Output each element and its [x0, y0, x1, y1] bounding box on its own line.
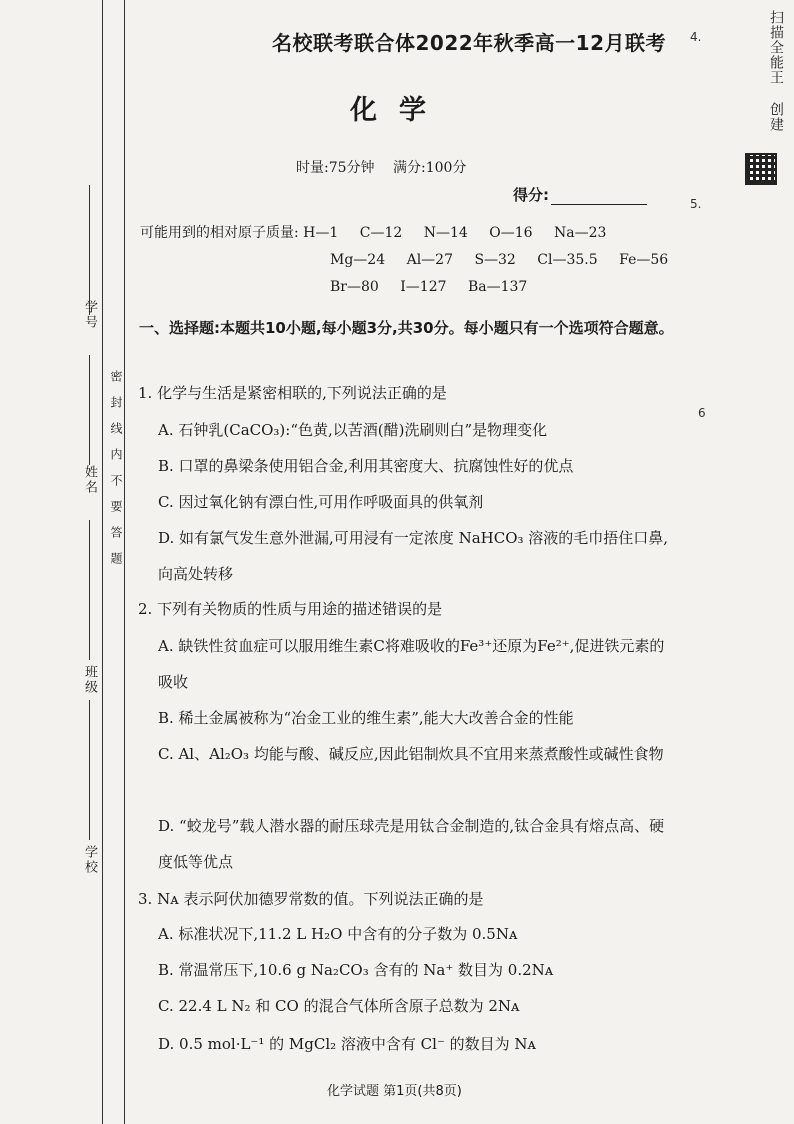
student-name-label: 姓名 [82, 465, 97, 495]
question-2-option-d[interactable]: D. “蛟龙号”载人潜水器的耐压球壳是用钛合金制造的,钛合金具有熔点高、硬度低等优点 [158, 817, 665, 871]
question-1-option-d[interactable]: D. 如有氯气发生意外泄漏,可用浸有一定浓度 NaHCO₃ 溶液的毛巾捂住口鼻,向高处转移 [158, 529, 669, 583]
subject-title: 化学 [350, 95, 448, 126]
qr-code-icon [745, 153, 777, 185]
question-1-option-a[interactable]: A. 石钟乳(CaCO₃):“色黄,以苦酒(醋)洗刷则白”是物理变化 [158, 421, 548, 439]
atomic-row-3 [140, 274, 685, 301]
question-1-option-c[interactable]: C. 因过氧化钠有漂白性,可用作呼吸面具的供氧剂 [158, 493, 484, 511]
atomic-row-1 [140, 220, 685, 247]
question-2-option-c[interactable]: C. Al、Al₂O₃ 均能与酸、碱反应,因此铝制炊具不宜用来蒸煮酸性或碱性食物 [158, 745, 664, 763]
atomic-masses [140, 220, 685, 301]
student-id-line [89, 185, 90, 315]
exam-title: 名校联考联合体2022年秋季高一12月联考 [272, 31, 666, 55]
score-label: 得分: [513, 186, 549, 204]
mass-br: Br—80 [330, 279, 379, 295]
mass-s: S—32 [474, 252, 516, 268]
question-3-option-b[interactable]: B. 常温常压下,10.6 g Na₂CO₃ 含有的 Na⁺ 数目为 0.2Nᴀ [158, 961, 554, 979]
question-2-option-b[interactable]: B. 稀土金属被称为“冶金工业的维生素”,能大大改善合金的性能 [158, 709, 574, 727]
school-label: 学校 [82, 845, 97, 875]
atomic-label: 可能用到的相对原子质量: [140, 225, 299, 241]
section-title: 一、选择题:本题共10小题,每小题3分,共30分。每小题只有一个选项符合题意。 [139, 319, 674, 337]
binding-line-outer [102, 0, 103, 1124]
question-2-option-a[interactable]: A. 缺铁性贫血症可以服用维生素C将难吸收的Fe³⁺还原为Fe²⁺,促进铁元素的吸收 [158, 637, 665, 691]
question-3-option-d[interactable]: D. 0.5 mol·L⁻¹ 的 MgCl₂ 溶液中含有 Cl⁻ 的数目为 Nᴀ [158, 1035, 537, 1053]
page-footer: 化学试题 第1页(共8页) [327, 1084, 462, 1099]
student-name-line [89, 355, 90, 465]
class-label: 班级 [82, 665, 97, 695]
margin-mark-5: 5. [690, 197, 702, 211]
atomic-row-2 [140, 247, 685, 274]
score-blank[interactable] [551, 204, 647, 205]
question-3-option-c[interactable]: C. 22.4 L N₂ 和 CO 的混合气体所含原子总数为 2Nᴀ [158, 997, 520, 1015]
question-3-stem: 3. Nᴀ 表示阿伏加德罗常数的值。下列说法正确的是 [138, 890, 484, 908]
full-score: 满分:100分 [392, 160, 467, 176]
question-1-option-b[interactable]: B. 口罩的鼻梁条使用铝合金,利用其密度大、抗腐蚀性好的优点 [158, 457, 574, 475]
mass-fe: Fe—56 [619, 252, 669, 268]
binding-strip [0, 0, 128, 1124]
mass-cl: Cl—35.5 [537, 252, 598, 268]
score-field[interactable] [513, 184, 647, 205]
seal-notice: 密封线内不要答题 [109, 370, 123, 578]
mass-ba: Ba—137 [467, 279, 528, 295]
time-limit: 时量:75分钟 [296, 160, 375, 176]
margin-mark-6: 6 [698, 406, 706, 420]
mass-i: I—127 [400, 279, 447, 295]
school-line [89, 700, 90, 840]
mass-c: C—12 [359, 225, 403, 241]
question-2-stem: 2. 下列有关物质的性质与用途的描述错误的是 [138, 600, 443, 618]
scanner-watermark: 扫描全能王 创建 [768, 10, 784, 132]
question-1-stem: 1. 化学与生活是紧密相联的,下列说法正确的是 [138, 384, 447, 402]
question-3-option-a[interactable]: A. 标准状况下,11.2 L H₂O 中含有的分子数为 0.5Nᴀ [158, 925, 518, 943]
mass-n: N—14 [423, 225, 468, 241]
mass-na: Na—23 [554, 225, 607, 241]
mass-h: H—1 [303, 225, 339, 241]
class-line [89, 520, 90, 660]
mass-mg: Mg—24 [330, 252, 386, 268]
mass-al: Al—27 [406, 252, 453, 268]
student-id-label: 学号 [82, 300, 97, 330]
mass-o: O—16 [489, 225, 533, 241]
margin-mark-4: 4. [690, 30, 702, 44]
exam-meta [296, 157, 480, 177]
